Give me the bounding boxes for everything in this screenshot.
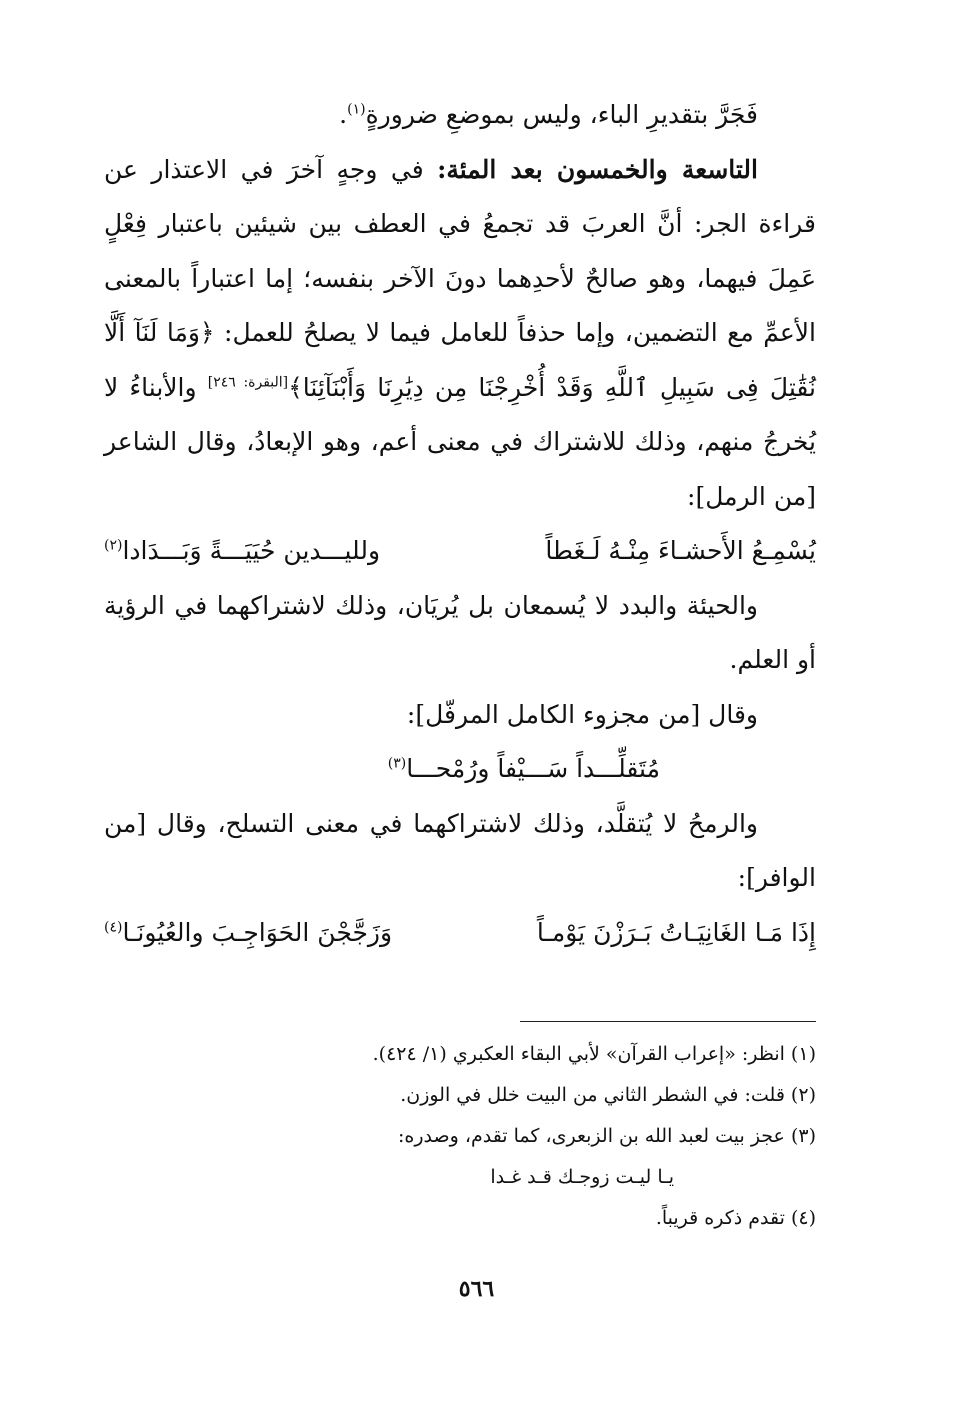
footnote-4: (٤) تقدم ذكره قريباً. <box>655 1207 816 1229</box>
footnote-ref-3[interactable]: (٣) <box>387 755 407 772</box>
footnote-1: (١) انظر: «إعراب القرآن» لأبي البقاء العكبري (١/ ٤٢٤). <box>372 1043 816 1065</box>
poem-verse-2: مُتَقلِّـــداً سَـــيْفاً ورُمْحـــا$^{(٣)}$ <box>387 754 660 783</box>
page-number: ٥٦٦ <box>458 1276 495 1302</box>
footnote-3-poem: يـا ليـت زوجـك قـد غـدا <box>490 1166 674 1188</box>
footnote-divider <box>520 1021 816 1022</box>
verse-3-first-hemistich: إِذَا مَـا الغَانِيَـاتُ بَـرَزْنَ يَوْمـاً <box>536 917 816 947</box>
footnotes <box>150 1034 816 1239</box>
main-text <box>104 88 816 960</box>
poem-verse-1 <box>104 524 816 579</box>
paragraph-1: فَجَرَّ بتقديرِ الباء، وليس بموضعِ ضرورةٍ$^{(١)}$. <box>339 100 758 129</box>
section-heading: التاسعة والخمسون بعد المئة: <box>437 154 758 184</box>
quran-reference: [البقرة: ٢٤٦] <box>207 374 289 391</box>
paragraph-3: والحيئة والبدد لا يُسمعان بل يُريَان، وذلك لاشتراكهما في الرؤية أو العلم. <box>104 590 816 674</box>
footnote-3: (٣) عجز بيت لعبد الله بن الزبعرى، كما تقدم، وصدره: <box>397 1125 816 1147</box>
footnote-ref-4[interactable]: (٤) <box>104 919 123 936</box>
paragraph-4: وقال [من مجزوء الكامل المرفّل]: <box>406 699 758 729</box>
footnote-2: (٢) قلت: في الشطر الثاني من البيت خلل في الوزن. <box>400 1084 816 1106</box>
quran-verse: ﴿وَمَا لَنَآ أَلَّا نُقَٰتِلَ فِى سَبِيلِ ٱللَّهِ وَقَدْ أُخْرِجْنَا مِن دِيَٰرِنَا وَأَبْنَآئِنَا﴾ <box>104 318 816 402</box>
verse-3-second-hemistich: وَزَجَّجْنَ الحَوَاجِـبَ والعُيُونَـا$^{(٤)}$ <box>104 917 393 947</box>
paragraph-5: والرمحُ لا يُتقلَّد، وذلك لاشتراكهما في معنى التسلح، وقال [من الوافر]: <box>104 808 816 892</box>
paragraph-2: التاسعة والخمسون بعد المئة: في وجهٍ آخرَ في الاعتذار عن قراءة الجر: أنَّ العربَ قد تجمعُ في العطف بين شيئين باعتبار فِعْلٍ عَمِلَ فيهما، وهو صالحٌ لأحدِهما دونَ الآخر بنفسه؛ إما اعتباراً بالمعنى الأعمِّ مع التضمين، وإما حذفاً للعامل فيما لا يصلحُ للعمل: ﴿وَمَا لَنَآ أَلَّا نُقَٰتِلَ فِى سَبِيلِ ٱللَّهِ وَقَدْ أُخْرِجْنَا مِن دِيَٰرِنَا وَأَبْنَآئِنَا﴾[البقرة: ٢٤٦] والأبناءُ لا يُخرجُ منهم، وذلك للاشتراك في معنى أعم، وهو الإبعادُ، وقال الشاعر [من الرمل]: <box>104 154 817 511</box>
verse-1-second-hemistich: ولليـــدين حُيَيَـــةً وَبَـــدَادا$^{(٢)}$ <box>104 536 381 565</box>
verse-1-first-hemistich: يُسْمِـعُ الأَحشـاءَ مِنْـهُ لَـغَطاً <box>545 536 816 565</box>
footnote-ref-1[interactable]: (١) <box>347 101 366 118</box>
poem-verse-3 <box>104 906 816 961</box>
footnote-ref-2[interactable]: (٢) <box>104 537 123 554</box>
